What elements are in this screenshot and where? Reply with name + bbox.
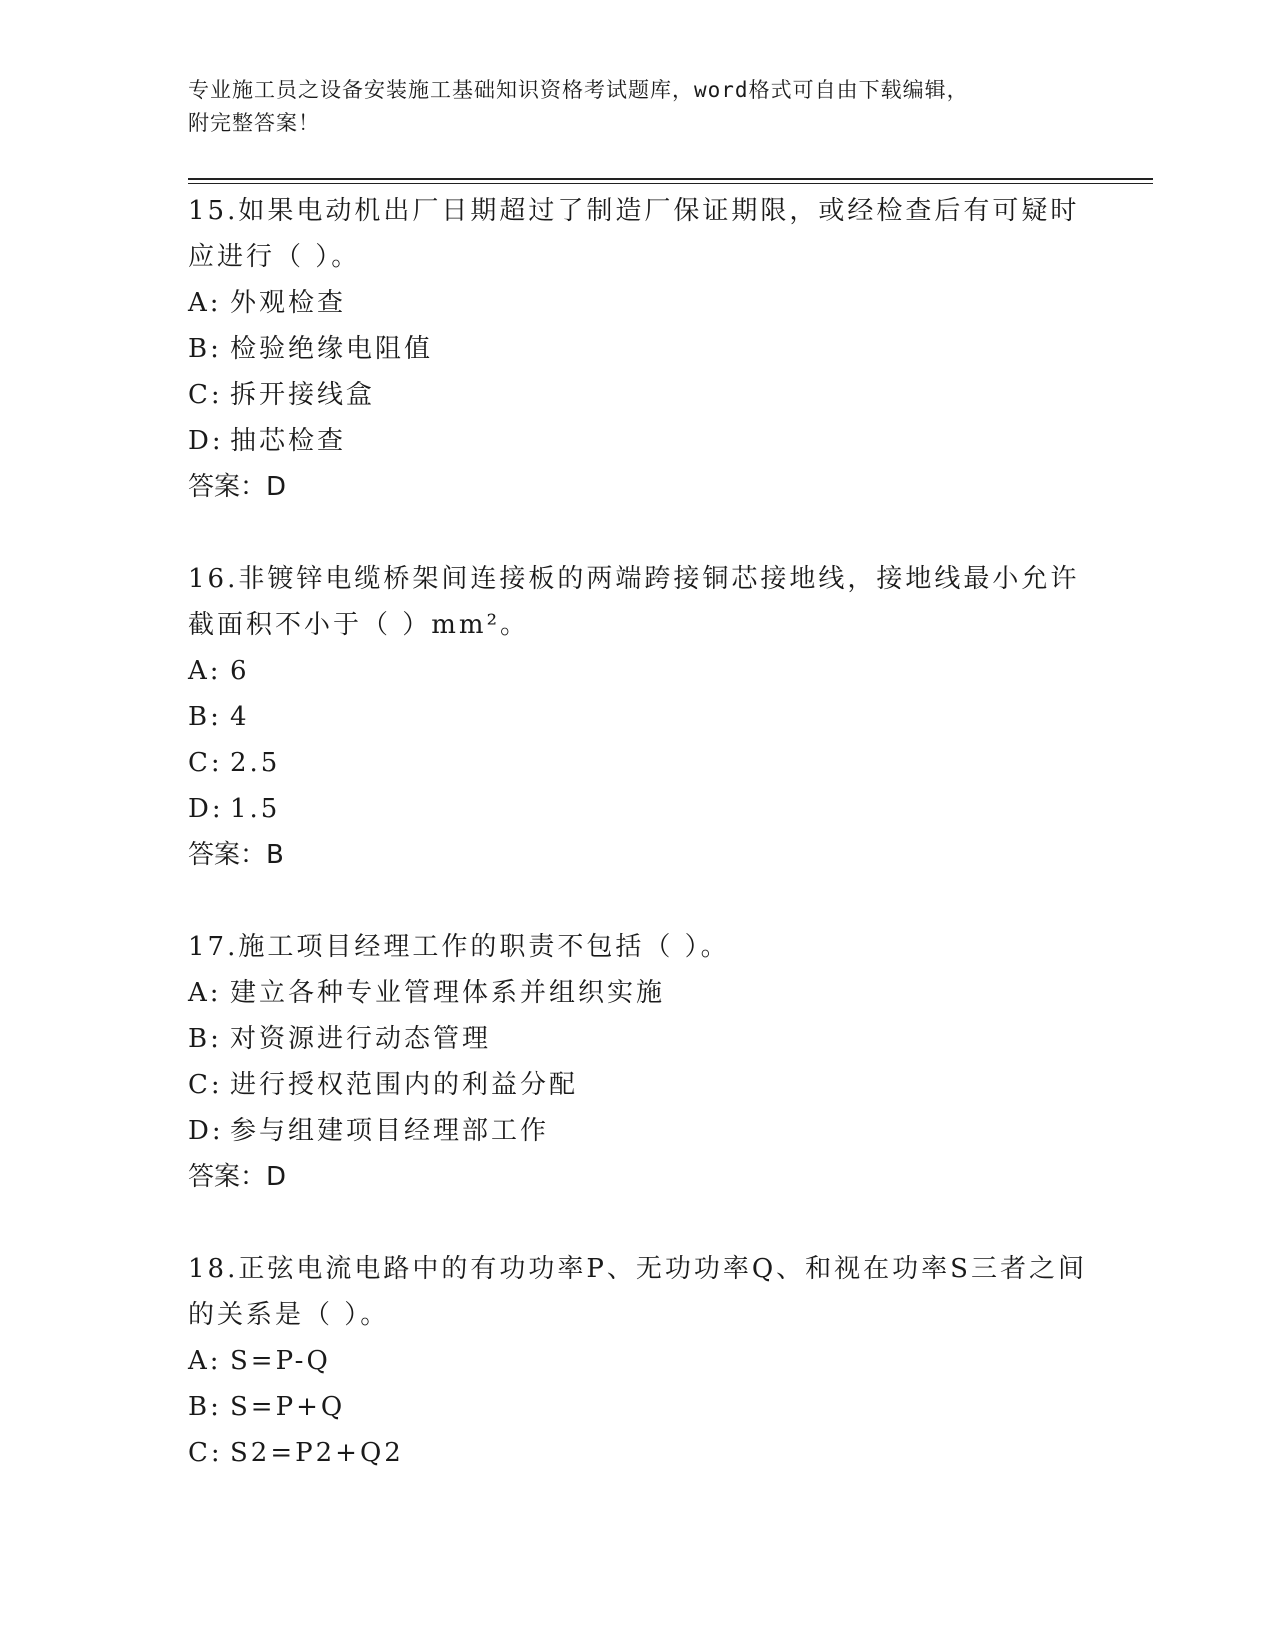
option-text: 2.5 xyxy=(230,748,281,778)
question-text: 17.施工项目经理工作的职责不包括（ ）。 xyxy=(188,932,730,962)
option-letter: C: xyxy=(188,748,223,778)
option-b xyxy=(188,1384,1088,1430)
option-letter: C: xyxy=(188,1438,223,1468)
option-a xyxy=(188,648,1088,694)
option-letter: A: xyxy=(188,656,222,686)
option-letter: D: xyxy=(188,426,224,456)
option-letter: D: xyxy=(188,794,224,824)
option-text: 1.5 xyxy=(230,794,281,824)
option-text: 对资源进行动态管理 xyxy=(230,1024,492,1054)
option-b xyxy=(188,1016,1088,1062)
option-c xyxy=(188,740,1088,786)
option-b xyxy=(188,326,1088,372)
question-18 xyxy=(188,1246,1088,1476)
option-a xyxy=(188,280,1088,326)
option-letter: B: xyxy=(188,334,222,364)
question-text: 16.非镀锌电缆桥架间连接板的两端跨接铜芯接地线，接地线最小允许截面积不小于（ ）mm²。 xyxy=(188,564,1080,640)
question-16 xyxy=(188,556,1088,878)
option-text: 拆开接线盒 xyxy=(230,380,376,410)
question-text: 18.正弦电流电路中的有功功率P、无功功率Q、和视在功率S三者之间的关系是（ ）。 xyxy=(188,1254,1087,1330)
header-line-2: 附完整答案！ xyxy=(188,111,320,135)
option-text: 6 xyxy=(230,656,250,686)
option-letter: A: xyxy=(188,1346,222,1376)
option-text: S=P+Q xyxy=(230,1392,346,1422)
option-c xyxy=(188,1062,1088,1108)
option-letter: B: xyxy=(188,702,222,732)
option-letter: C: xyxy=(188,380,223,410)
option-letter: B: xyxy=(188,1392,222,1422)
header-line-1: 专业施工员之设备安装施工基础知识资格考试题库，word格式可自由下载编辑， xyxy=(188,78,969,102)
option-d xyxy=(188,786,1088,832)
question-17 xyxy=(188,924,1088,1200)
option-text: 进行授权范围内的利益分配 xyxy=(230,1070,579,1100)
option-c xyxy=(188,372,1088,418)
option-letter: C: xyxy=(188,1070,223,1100)
option-a xyxy=(188,970,1088,1016)
question-text: 15.如果电动机出厂日期超过了制造厂保证期限，或经检查后有可疑时应进行（ ）。 xyxy=(188,196,1080,272)
answer-text: 答案：B xyxy=(188,840,284,870)
option-d xyxy=(188,1108,1088,1154)
option-letter: A: xyxy=(188,978,222,1008)
option-text: 抽芯检查 xyxy=(230,426,347,456)
option-letter: D: xyxy=(188,1116,224,1146)
header-divider-thick xyxy=(188,178,1153,180)
option-text: 检验绝缘电阻值 xyxy=(230,334,434,364)
header-divider-thin xyxy=(188,183,1153,184)
option-c xyxy=(188,1430,1088,1476)
question-15 xyxy=(188,188,1088,510)
option-letter: A: xyxy=(188,288,222,318)
option-text: 参与组建项目经理部工作 xyxy=(230,1116,550,1146)
document-header xyxy=(188,74,1088,140)
option-text: 外观检查 xyxy=(230,288,347,318)
option-text: 4 xyxy=(230,702,250,732)
option-text: S2=P2+Q2 xyxy=(230,1438,404,1468)
option-text: 建立各种专业管理体系并组织实施 xyxy=(230,978,666,1008)
option-a xyxy=(188,1338,1088,1384)
answer-text: 答案：D xyxy=(188,472,287,502)
option-text: S=P-Q xyxy=(230,1346,331,1376)
option-letter: B: xyxy=(188,1024,222,1054)
question-list xyxy=(188,188,1088,1522)
option-b xyxy=(188,694,1088,740)
answer-text: 答案：D xyxy=(188,1162,287,1192)
option-d xyxy=(188,418,1088,464)
